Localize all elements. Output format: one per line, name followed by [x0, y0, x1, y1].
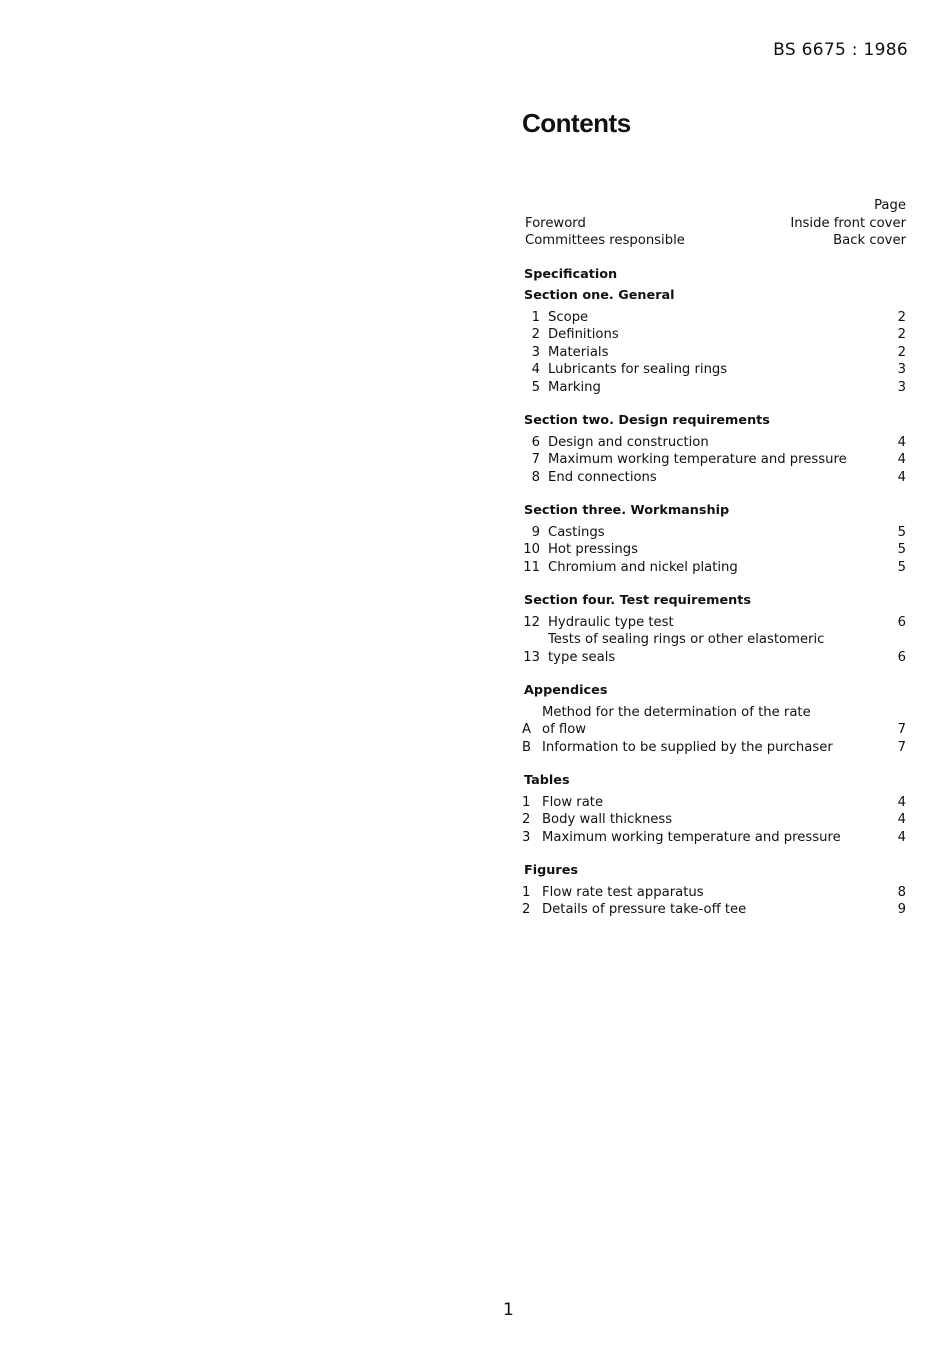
toc-entry-page: 4	[897, 829, 906, 845]
toc-entry-number: 2	[531, 327, 540, 342]
toc-entry[interactable]	[522, 451, 906, 469]
toc-group-heading: Section one. General	[524, 288, 675, 303]
toc-entry[interactable]	[522, 361, 906, 379]
toc-entry[interactable]	[522, 344, 906, 362]
toc-entry-label	[540, 541, 886, 559]
toc-entry-number: 12	[523, 614, 540, 630]
toc-entry-label-line: Scope	[548, 309, 589, 325]
toc-entry-label-line: End connections	[548, 469, 657, 485]
toc-section	[522, 412, 906, 486]
tables-list	[522, 772, 906, 846]
toc-entry-label: Foreword	[525, 215, 586, 231]
toc-entry-label-line: Flow rate test apparatus	[542, 884, 704, 900]
toc-entry[interactable]	[522, 326, 906, 344]
toc-entry-label	[540, 631, 886, 666]
toc-entry-label-line: Details of pressure take-off tee	[542, 902, 747, 917]
toc-entry-page: 5	[897, 542, 906, 557]
toc-entry-committees[interactable]	[522, 232, 906, 250]
toc-entry-label-line: of flow	[542, 722, 587, 737]
toc-entry-page: 4	[897, 434, 906, 450]
toc-entry-label	[540, 344, 886, 362]
toc-entry-number: 7	[531, 452, 540, 467]
toc-entry[interactable]	[522, 541, 906, 559]
toc-entry[interactable]	[522, 829, 906, 847]
toc-group-heading: Section two. Design requirements	[524, 413, 770, 428]
toc-entry-label-line: Method for the determination of the rate	[542, 704, 811, 720]
toc-entry[interactable]	[522, 379, 906, 397]
toc-entry-number: 5	[531, 379, 540, 395]
toc-entry-page: 2	[897, 309, 906, 325]
toc-entry-page: 9	[897, 902, 906, 917]
table-of-contents	[522, 197, 906, 919]
front-matter-list	[522, 215, 906, 250]
toc-entry-page: 2	[897, 327, 906, 342]
toc-entry-number: 11	[523, 559, 540, 575]
toc-entry-number: B	[522, 739, 532, 755]
toc-entry-number: 3	[531, 344, 540, 360]
toc-entry-page: 4	[897, 794, 906, 810]
toc-entry-label	[534, 739, 886, 757]
toc-entry[interactable]	[522, 309, 906, 327]
toc-entry-label-line: Hydraulic type test	[548, 614, 674, 630]
toc-entry-label	[534, 794, 886, 812]
toc-entry[interactable]	[522, 524, 906, 542]
toc-entry-label	[540, 379, 886, 397]
specification-heading: Specification	[524, 266, 618, 282]
toc-entry-label	[540, 559, 886, 577]
toc-entry-label-line: Definitions	[548, 327, 619, 342]
toc-entry[interactable]	[522, 739, 906, 757]
toc-entry-number: 4	[531, 362, 540, 377]
toc-entry-label	[540, 524, 886, 542]
toc-entry-label	[534, 704, 886, 739]
toc-section	[522, 287, 906, 396]
toc-entry-page: 4	[897, 452, 906, 467]
toc-entry[interactable]	[522, 884, 906, 902]
toc-entry-number: A	[522, 722, 532, 737]
toc-entry-label-line: Hot pressings	[548, 542, 638, 557]
toc-entry-label-line: Castings	[548, 524, 605, 540]
toc-group-heading: Section three. Workmanship	[524, 503, 730, 518]
toc-entry-number: 6	[531, 434, 540, 450]
toc-entry-label	[534, 829, 886, 847]
toc-entry-page: 2	[897, 344, 906, 360]
toc-entry[interactable]	[522, 704, 906, 739]
toc-entry-number: 1	[531, 309, 540, 325]
toc-group-heading: Appendices	[524, 683, 608, 698]
toc-entry-label: Committees responsible	[525, 233, 685, 248]
toc-entry-label-line: type seals	[548, 649, 616, 665]
toc-entry[interactable]	[522, 469, 906, 487]
toc-entry-label-line: Body wall thickness	[542, 812, 673, 827]
toc-entry-label-line: Marking	[548, 379, 601, 395]
toc-section	[522, 592, 906, 666]
toc-entry-foreword[interactable]	[522, 215, 906, 233]
toc-entry[interactable]	[522, 794, 906, 812]
toc-group-heading: Figures	[524, 863, 579, 878]
toc-entry-label	[540, 614, 886, 632]
toc-entry-label	[540, 469, 886, 487]
toc-entry-number: 1	[522, 884, 531, 900]
toc-entry[interactable]	[522, 559, 906, 577]
toc-entry-number: 2	[522, 902, 531, 917]
toc-entry-label	[540, 361, 886, 379]
toc-entry-number: 9	[531, 524, 540, 540]
toc-entry-page: 7	[897, 739, 906, 755]
toc-entry-label-line: Information to be supplied by the purchaser	[542, 739, 833, 755]
toc-entry-label	[540, 451, 886, 469]
toc-entry-number: 1	[522, 794, 531, 810]
toc-entry-label	[540, 434, 886, 452]
toc-entry-label-line: Materials	[548, 344, 609, 360]
toc-entry-page: Back cover	[833, 233, 906, 248]
toc-entry[interactable]	[522, 811, 906, 829]
toc-entry-label	[534, 811, 886, 829]
sections	[522, 287, 906, 666]
toc-entry[interactable]	[522, 614, 906, 632]
toc-entry-number: 2	[522, 812, 531, 827]
toc-entry-label-line: Flow rate	[542, 794, 604, 810]
toc-entry-number: 8	[531, 469, 540, 485]
toc-entry-label-line: Tests of sealing rings or other elastomeric	[548, 632, 825, 647]
toc-entry-label-line: Design and construction	[548, 434, 709, 450]
toc-entry-page: Inside front cover	[790, 215, 906, 231]
toc-entry-page: 8	[897, 884, 906, 900]
toc-entry-label-line: Lubricants for sealing rings	[548, 362, 728, 377]
toc-group-heading: Section four. Test requirements	[524, 593, 752, 608]
toc-entry[interactable]	[522, 631, 906, 666]
toc-section	[522, 502, 906, 576]
toc-entry-label-line: Chromium and nickel plating	[548, 559, 738, 575]
toc-entry-number: 10	[523, 542, 540, 557]
toc-entry-label-line: Maximum working temperature and pressure	[548, 452, 847, 467]
toc-entry-page: 4	[897, 469, 906, 485]
appendices	[522, 682, 906, 756]
toc-entry-page: 3	[897, 379, 906, 395]
toc-entry-page: 5	[897, 524, 906, 540]
page-column-heading: Page	[874, 198, 906, 213]
toc-entry-page: 3	[897, 362, 906, 377]
toc-entry-page: 6	[897, 649, 906, 665]
toc-entry-label	[534, 901, 886, 919]
toc-entry-page: 7	[897, 722, 906, 737]
toc-entry-label	[540, 309, 886, 327]
toc-entry-page: 4	[897, 812, 906, 827]
toc-entry-label	[540, 326, 886, 344]
toc-entry[interactable]	[522, 901, 906, 919]
toc-entry-page: 5	[897, 559, 906, 575]
toc-group-heading: Tables	[524, 773, 570, 788]
toc-entry-number: 13	[523, 649, 540, 665]
page-number: 1	[503, 1300, 514, 1320]
toc-entry[interactable]	[522, 434, 906, 452]
toc-entry-label	[534, 884, 886, 902]
toc-entry-number: 3	[522, 829, 531, 845]
figures-list	[522, 862, 906, 919]
toc-entry-label-line: Maximum working temperature and pressure	[542, 829, 841, 845]
standard-number: BS 6675 : 1986	[773, 40, 908, 60]
page-title: Contents	[522, 108, 631, 138]
toc-entry-page: 6	[897, 614, 906, 630]
